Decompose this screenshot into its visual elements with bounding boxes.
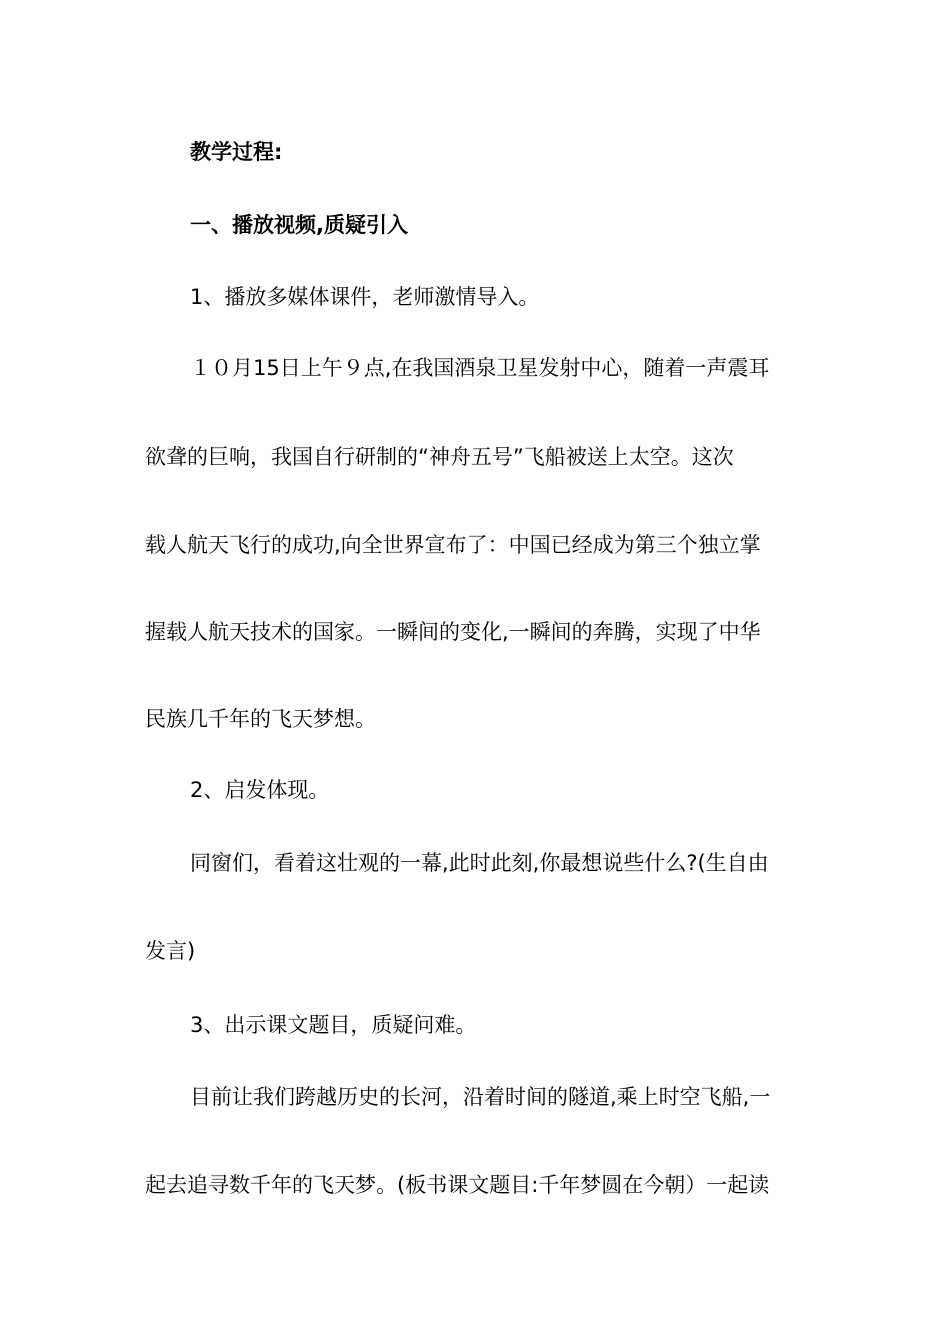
paragraph-line: 握载人航天技术的国家。一瞬间的变化,一瞬间的奔腾，实现了中华 — [145, 620, 761, 644]
paragraph-line: 欲聋的巨响，我国自行研制的“神舟五号”飞船被送上太空。这次 — [145, 445, 734, 469]
paragraph-line: 发言) — [145, 939, 196, 963]
section-1-title: 一、播放视频,质疑引入 — [190, 213, 408, 237]
heading-teaching-process: 教学过程: — [190, 140, 283, 164]
item-2-title: 2、启发体现。 — [190, 778, 330, 802]
paragraph-line: 载人航天飞行的成功,向全世界宣布了：中国已经成为第三个独立掌 — [145, 533, 761, 557]
paragraph-line: 目前让我们跨越历史的长河，沿着时间的隧道,乘上时空飞船,一 — [190, 1085, 771, 1109]
paragraph-line: 同窗们，看着这壮观的一幕,此时此刻,你最想说些什么?(生自由 — [190, 851, 769, 875]
paragraph-line: 民族几千年的飞天梦想。 — [145, 707, 376, 731]
paragraph-line: １０月15日上午９点,在我国酒泉卫星发射中心，随着一声震耳 — [190, 356, 770, 380]
item-3-title: 3、出示课文题目，质疑问难。 — [190, 1013, 477, 1037]
item-1-title: 1、播放多媒体课件，老师激情导入。 — [190, 285, 540, 309]
paragraph-line: 起去追寻数千年的飞天梦。(板书课文题目:千年梦圆在今朝）一起读 — [145, 1173, 770, 1197]
